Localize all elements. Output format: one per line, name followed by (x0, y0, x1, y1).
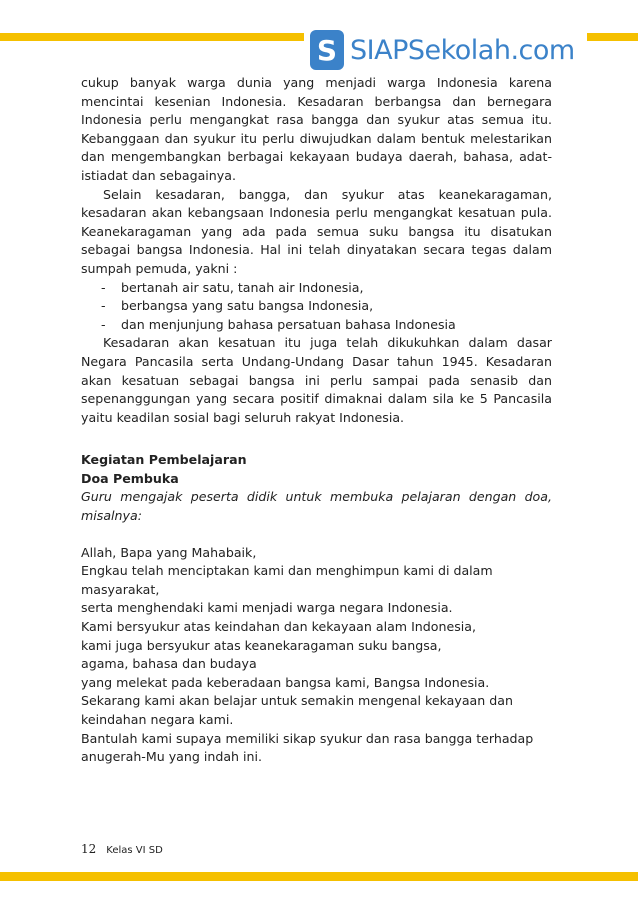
section-heading: Kegiatan Pembelajaran (81, 452, 247, 468)
siapsekolah-logo-icon: S (310, 30, 344, 70)
list-item: - dan menjunjung bahasa persatuan bahasa Indonesia (101, 316, 456, 332)
watermark-site-name: SIAPSekolah.com (350, 34, 575, 66)
prayer-line: kami juga bersyukur atas keanekaragaman suku bangsa, (81, 637, 442, 653)
prayer-line: Engkau telah menciptakan kami dan menghimpun kami di dalam masyarakat, (81, 563, 493, 597)
bottom-accent-band (0, 872, 638, 881)
sumpah-pemuda-list (81, 279, 552, 335)
footer-label: Kelas VI SD (106, 845, 163, 856)
doa-intro: Guru mengajak peserta didik untuk membuka pelajaran dengan doa, misalnya: (81, 489, 552, 524)
prayer-line: Kami bersyukur atas keindahan dan kekayaan alam Indonesia, (81, 619, 476, 635)
prayer-line: serta menghendaki kami menjadi warga negara Indonesia. (81, 600, 453, 616)
list-item: - bertanah air satu, tanah air Indonesia, (101, 279, 364, 295)
list-item: - berbangsa yang satu bangsa Indonesia, (101, 298, 374, 314)
body-paragraph-2: Selain kesadaran, bangga, dan syukur atas keanekaragaman, kesadaran akan kebangsaan Indonesia perlu mengangkat kesatuan pula. Keanekaragaman yang ada pada semua suku bangsa itu disatukan sebagai bangsa Indonesia. Hal ini telah dinyatakan secara tegas dalam sumpah pemuda, yakni : (81, 186, 552, 276)
page-number: 12 (81, 842, 97, 856)
page-footer (81, 842, 163, 856)
watermark-logo (304, 26, 587, 74)
body-paragraph-3: Kesadaran akan kesatuan itu juga telah dikukuhkan dalam dasar Negara Pancasila serta Undang-Undang Dasar tahun 1945. Kesadaran akan kesatuan sebagai bangsa ini perlu sampai pada senasib dan sepenanggungan yang secara positif dimaknai dalam sila ke 5 Pancasila yaitu keadilan sosial bagi seluruh rakyat Indonesia. (81, 335, 552, 425)
body-paragraph-1: cukup banyak warga dunia yang menjadi warga Indonesia karena mencintai kesenian Indonesia. Kesadaran berbangsa dan bernegara Indonesia perlu mengangkat rasa bangga dan syukur atas semua itu. Kebanggaan dan syukur itu perlu diwujudkan dalam bentuk melestarikan dan mengembangkan berbagai kekayaan budaya daerah, bahasa, adat-istiadat dan sebagainya. (81, 75, 552, 183)
prayer-line: Allah, Bapa yang Mahabaik, (81, 544, 257, 560)
prayer-line: yang melekat pada keberadaan bangsa kami, Bangsa Indonesia. (81, 674, 490, 690)
prayer-line: agama, bahasa dan budaya (81, 656, 257, 672)
page-content (81, 74, 552, 767)
prayer-line: Sekarang kami akan belajar untuk semakin mengenal kekayaan dan keindahan negara kami. (81, 693, 513, 727)
doa-title: Doa Pembuka (81, 470, 179, 486)
prayer-line: Bantulah kami supaya memiliki sikap syukur dan rasa bangga terhadap anugerah-Mu yang indah ini. (81, 730, 534, 765)
prayer-text (81, 544, 552, 767)
